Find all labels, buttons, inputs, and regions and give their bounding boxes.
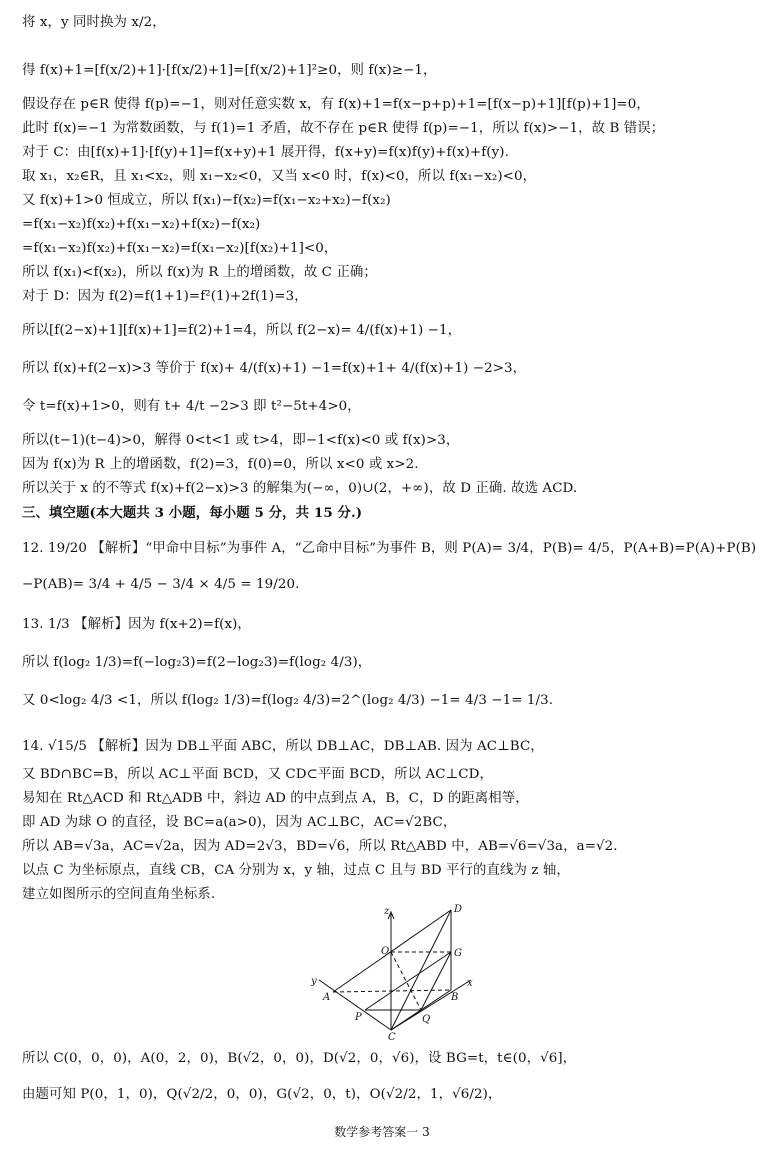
text-line: 此时 f(x)=−1 为常数函数，与 f(1)=1 矛盾，故不存在 p∈R 使得 f(p)=−1，所以 f(x)>−1，故 B 错误； [22, 121, 665, 136]
text-line: =f(x₁−x₂)f(x₂)+f(x₁−x₂)+f(x₂)−f(x₂) [22, 217, 261, 232]
text-line: 令 t=f(x)+1>0，则有 t+ 4/t −2>3 即 t²−5t+4>0， [22, 399, 361, 414]
label-A: A [323, 992, 331, 1003]
dashed-OQ [391, 952, 421, 1010]
text-line: 假设存在 p∈R 使得 f(p)=−1，则对任意实数 x，有 f(x)+1=f(x−p+p)+1=[f(x−p)+1][f(p)+1]=0， [22, 97, 650, 112]
text-line: 所以 f(x₁)<f(x₂)，所以 f(x)为 R 上的增函数，故 C 正确； [22, 265, 377, 280]
text-line: 所以 C(0，0，0)，A(0，2，0)，B(√2，0，0)，D(√2，0，√6)，设 BG=t，t∈(0，√6]， [22, 1051, 577, 1066]
text-line: 即 AD 为球 O 的直径，设 BC=a(a>0)，因为 AC⊥BC，AC=√2BC， [22, 815, 457, 830]
text-line: 所以(t−1)(t−4)>0，解得 0<t<1 或 t>4，即−1<f(x)<0 或 f(x)>3， [22, 433, 460, 448]
section-heading: 三、填空题(本大题共 3 小题，每小题 5 分，共 15 分.) [22, 505, 363, 521]
label-G: G [454, 948, 462, 959]
label-z: z [384, 906, 390, 917]
text-line: 又 BD∩BC=B，所以 AC⊥平面 BCD，又 CD⊂平面 BCD，所以 AC⊥CD， [22, 767, 493, 782]
page-footer: 数学参考答案一 3 [334, 1125, 430, 1139]
text-line: 14. √15/5 【解析】因为 DB⊥平面 ABC，所以 DB⊥AC，DB⊥AB. 因为 AC⊥BC， [22, 739, 544, 754]
label-Q: Q [422, 1014, 431, 1025]
text-line: 因为 f(x)为 R 上的增函数，f(2)=3，f(0)=0，所以 x<0 或 x>2. [22, 457, 419, 472]
text-line: 对于 D：因为 f(2)=f(1+1)=f²(1)+2f(1)=3， [22, 289, 308, 304]
text-line: 得 f(x)+1=[f(x/2)+1]·[f(x/2)+1]=[f(x/2)+1]²≥0，则 f(x)≥−1， [22, 63, 437, 78]
text-line: 将 x，y 同时换为 x/2， [22, 15, 166, 30]
label-P: P [355, 1012, 362, 1023]
text-line: 对于 C：由[f(x)+1]·[f(y)+1]=f(x+y)+1 展开得，f(x+y)=f(x)f(y)+f(x)+f(y). [22, 145, 509, 160]
text-line: 建立如图所示的空间直角坐标系. [22, 887, 216, 902]
label-B: B [451, 992, 459, 1003]
text-line: −P(AB)= 3/4 + 4/5 − 3/4 × 4/5 = 19/20. [22, 577, 300, 592]
edge-AD [333, 910, 451, 992]
coordinate-figure [305, 902, 480, 1040]
text-line: 所以 AB=√3a，AC=√2a，因为 AD=2√3，BD=√6，所以 Rt△ABD 中，AB=√6=√3a，a=√2. [22, 839, 618, 854]
label-C: C [388, 1032, 396, 1040]
text-line: =f(x₁−x₂)f(x₂)+f(x₁−x₂)=f(x₁−x₂)[f(x₂)+1]<0， [22, 241, 338, 256]
text-line: 由题可知 P(0，1，0)，Q(√2/2，0，0)，G(√2，0，t)，O(√2/2，1，√6/2)， [22, 1087, 502, 1102]
text-line: 又 f(x)+1>0 恒成立，所以 f(x₁)−f(x₂)=f(x₁−x₂+x₂)−f(x₂) [22, 193, 391, 208]
label-O: O [381, 946, 390, 957]
text-line: 所以 f(log₂ 1/3)=f(−log₂3)=f(2−log₂3)=f(log₂ 4/3)， [22, 655, 372, 670]
text-line: 所以关于 x 的不等式 f(x)+f(2−x)>3 的解集为(−∞，0)∪(2，+∞)，故 D 正确. 故选 ACD. [22, 481, 578, 496]
tetrahedron-diagram [305, 902, 480, 1040]
text-line: 所以 f(x)+f(2−x)>3 等价于 f(x)+ 4/(f(x)+1) −1=f(x)+1+ 4/(f(x)+1) −2>3， [22, 361, 527, 376]
label-x: x [467, 978, 473, 989]
text-line: 所以[f(2−x)+1][f(x)+1]=f(2)+1=4，所以 f(2−x)= 4/(f(x)+1) −1， [22, 323, 462, 338]
text-line: 12. 19/20 【解析】“甲命中目标”为事件 A，“乙命中目标”为事件 B，则 P(A)= 3/4，P(B)= 4/5，P(A+B)=P(A)+P(B) [22, 541, 757, 556]
label-y: y [311, 976, 317, 987]
label-D: D [454, 904, 463, 915]
text-line: 易知在 Rt△ACD 和 Rt△ADB 中，斜边 AD 的中点到点 A，B，C，D 的距离相等， [22, 791, 529, 806]
text-line: 以点 C 为坐标原点，直线 CB，CA 分别为 x，y 轴，过点 C 且与 BD 平行的直线为 z 轴， [22, 863, 570, 878]
text-line: 13. 1/3 【解析】因为 f(x+2)=f(x)， [22, 617, 251, 632]
text-line: 取 x₁，x₂∈R，且 x₁<x₂，则 x₁−x₂<0，又当 x<0 时，f(x)<0，所以 f(x₁−x₂)<0， [22, 169, 537, 184]
text-line: 又 0<log₂ 4/3 <1，所以 f(log₂ 1/3)=f(log₂ 4/3)=2^(log₂ 4/3) −1= 4/3 −1= 1/3. [22, 693, 554, 708]
